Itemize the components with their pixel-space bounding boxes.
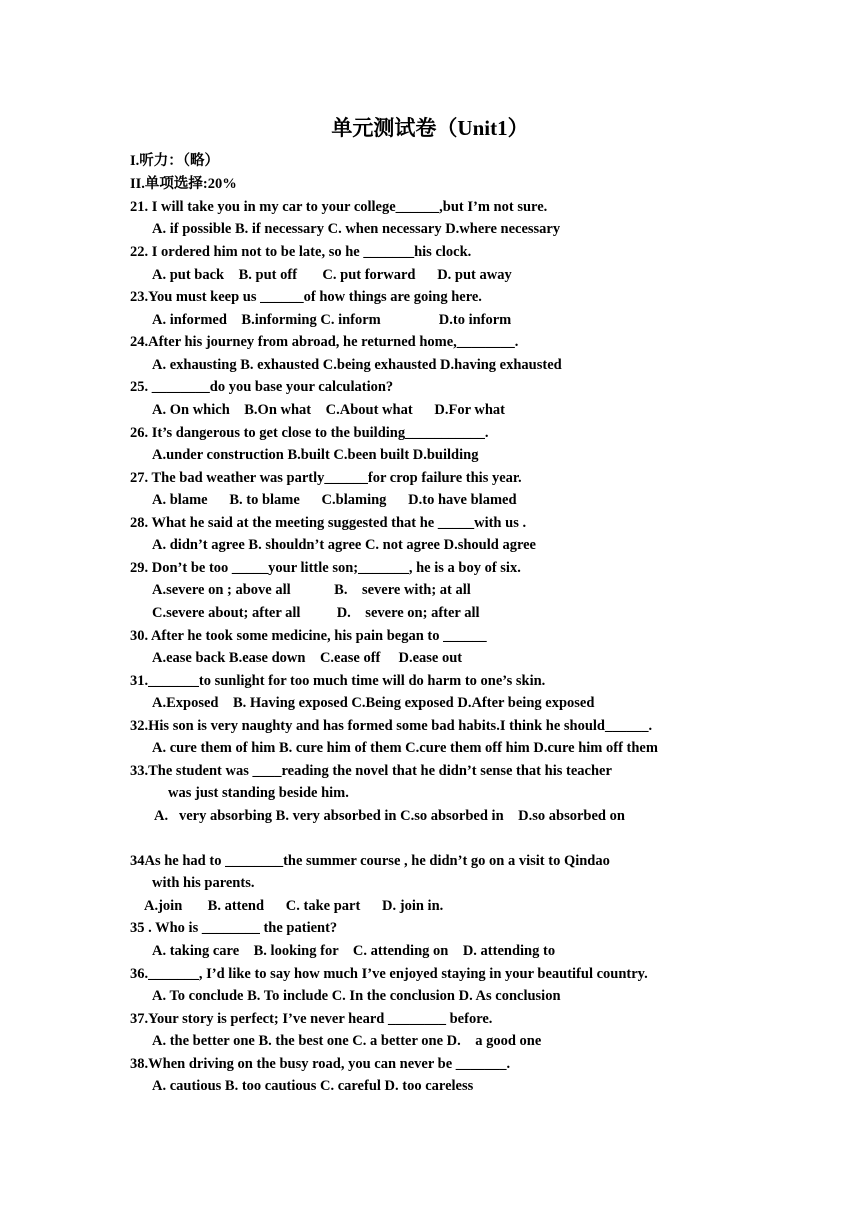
question-26: 26. It’s dangerous to get close to the building___________. <box>130 425 489 441</box>
options-22: A. put back B. put off C. put forward D. put away <box>152 267 512 283</box>
section-multiple-choice: II.单项选择:20% <box>130 176 237 192</box>
question-29: 29. Don’t be too _____your little son;_______, he is a boy of six. <box>130 560 521 576</box>
question-28: 28. What he said at the meeting suggested that he _____with us . <box>130 515 527 531</box>
question-35: 35 . Who is ________ the patient? <box>130 920 338 936</box>
question-21: 21. I will take you in my car to your college______,but I’m not sure. <box>130 199 548 215</box>
question-33-cont: was just standing beside him. <box>168 785 349 801</box>
question-23: 23.You must keep us ______of how things are going here. <box>130 289 482 305</box>
options-27: A. blame B. to blame C.blaming D.to have blamed <box>152 492 517 508</box>
question-36: 36._______, I’d like to say how much I’ve enjoyed staying in your beautiful country. <box>130 966 648 982</box>
options-28: A. didn’t agree B. shouldn’t agree C. not agree D.should agree <box>152 537 536 553</box>
options-24: A. exhausting B. exhausted C.being exhausted D.having exhausted <box>152 357 562 373</box>
question-32: 32.His son is very naughty and has formed some bad habits.I think he should______. <box>130 718 653 734</box>
options-36: A. To conclude B. To include C. In the conclusion D. As conclusion <box>152 988 561 1004</box>
options-31: A.Exposed B. Having exposed C.Being exposed D.After being exposed <box>152 695 595 711</box>
options-26: A.under construction B.built C.been built D.building <box>152 447 479 463</box>
question-31: 31._______to sunlight for too much time will do harm to one’s skin. <box>130 673 546 689</box>
options-38: A. cautious B. too cautious C. careful D. too careless <box>152 1078 474 1094</box>
question-30: 30. After he took some medicine, his pain began to ______ <box>130 628 487 644</box>
question-34-cont: with his parents. <box>152 875 255 891</box>
options-34: A.join B. attend C. take part D. join in. <box>144 898 444 914</box>
options-33: A. very absorbing B. very absorbed in C.so absorbed in D.so absorbed on <box>154 808 625 824</box>
question-37: 37.Your story is perfect; I’ve never heard ________ before. <box>130 1011 493 1027</box>
question-24: 24.After his journey from abroad, he returned home,________. <box>130 334 519 350</box>
section-listening: I.听力：（略） <box>130 153 220 169</box>
options-25: A. On which B.On what C.About what D.For what <box>152 402 506 418</box>
question-25: 25. ________do you base your calculation? <box>130 379 394 395</box>
question-38: 38.When driving on the busy road, you can never be _______. <box>130 1056 511 1072</box>
options-32: A. cure them of him B. cure him of them C.cure them off him D.cure him off them <box>152 740 658 756</box>
options-37: A. the better one B. the best one C. a better one D. a good one <box>152 1033 542 1049</box>
options-30: A.ease back B.ease down C.ease off D.ease out <box>152 650 463 666</box>
document-title: 单元测试卷（Unit1） <box>331 116 529 140</box>
question-33: 33.The student was ____reading the novel that he didn’t sense that his teacher <box>130 763 612 779</box>
question-22: 22. I ordered him not to be late, so he _______his clock. <box>130 244 472 260</box>
options-21: A. if possible B. if necessary C. when necessary D.where necessary <box>152 221 561 237</box>
question-27: 27. The bad weather was partly______for crop failure this year. <box>130 470 522 486</box>
options-35: A. taking care B. looking for C. attending on D. attending to <box>152 943 556 959</box>
options-23: A. informed B.informing C. inform D.to inform <box>152 312 512 328</box>
options-29-ab: A.severe on ; above all B. severe with; at all <box>152 582 471 598</box>
question-34: 34As he had to ________the summer course , he didn’t go on a visit to Qindao <box>130 853 610 869</box>
options-29-cd: C.severe about; after all D. severe on; after all <box>152 605 480 621</box>
